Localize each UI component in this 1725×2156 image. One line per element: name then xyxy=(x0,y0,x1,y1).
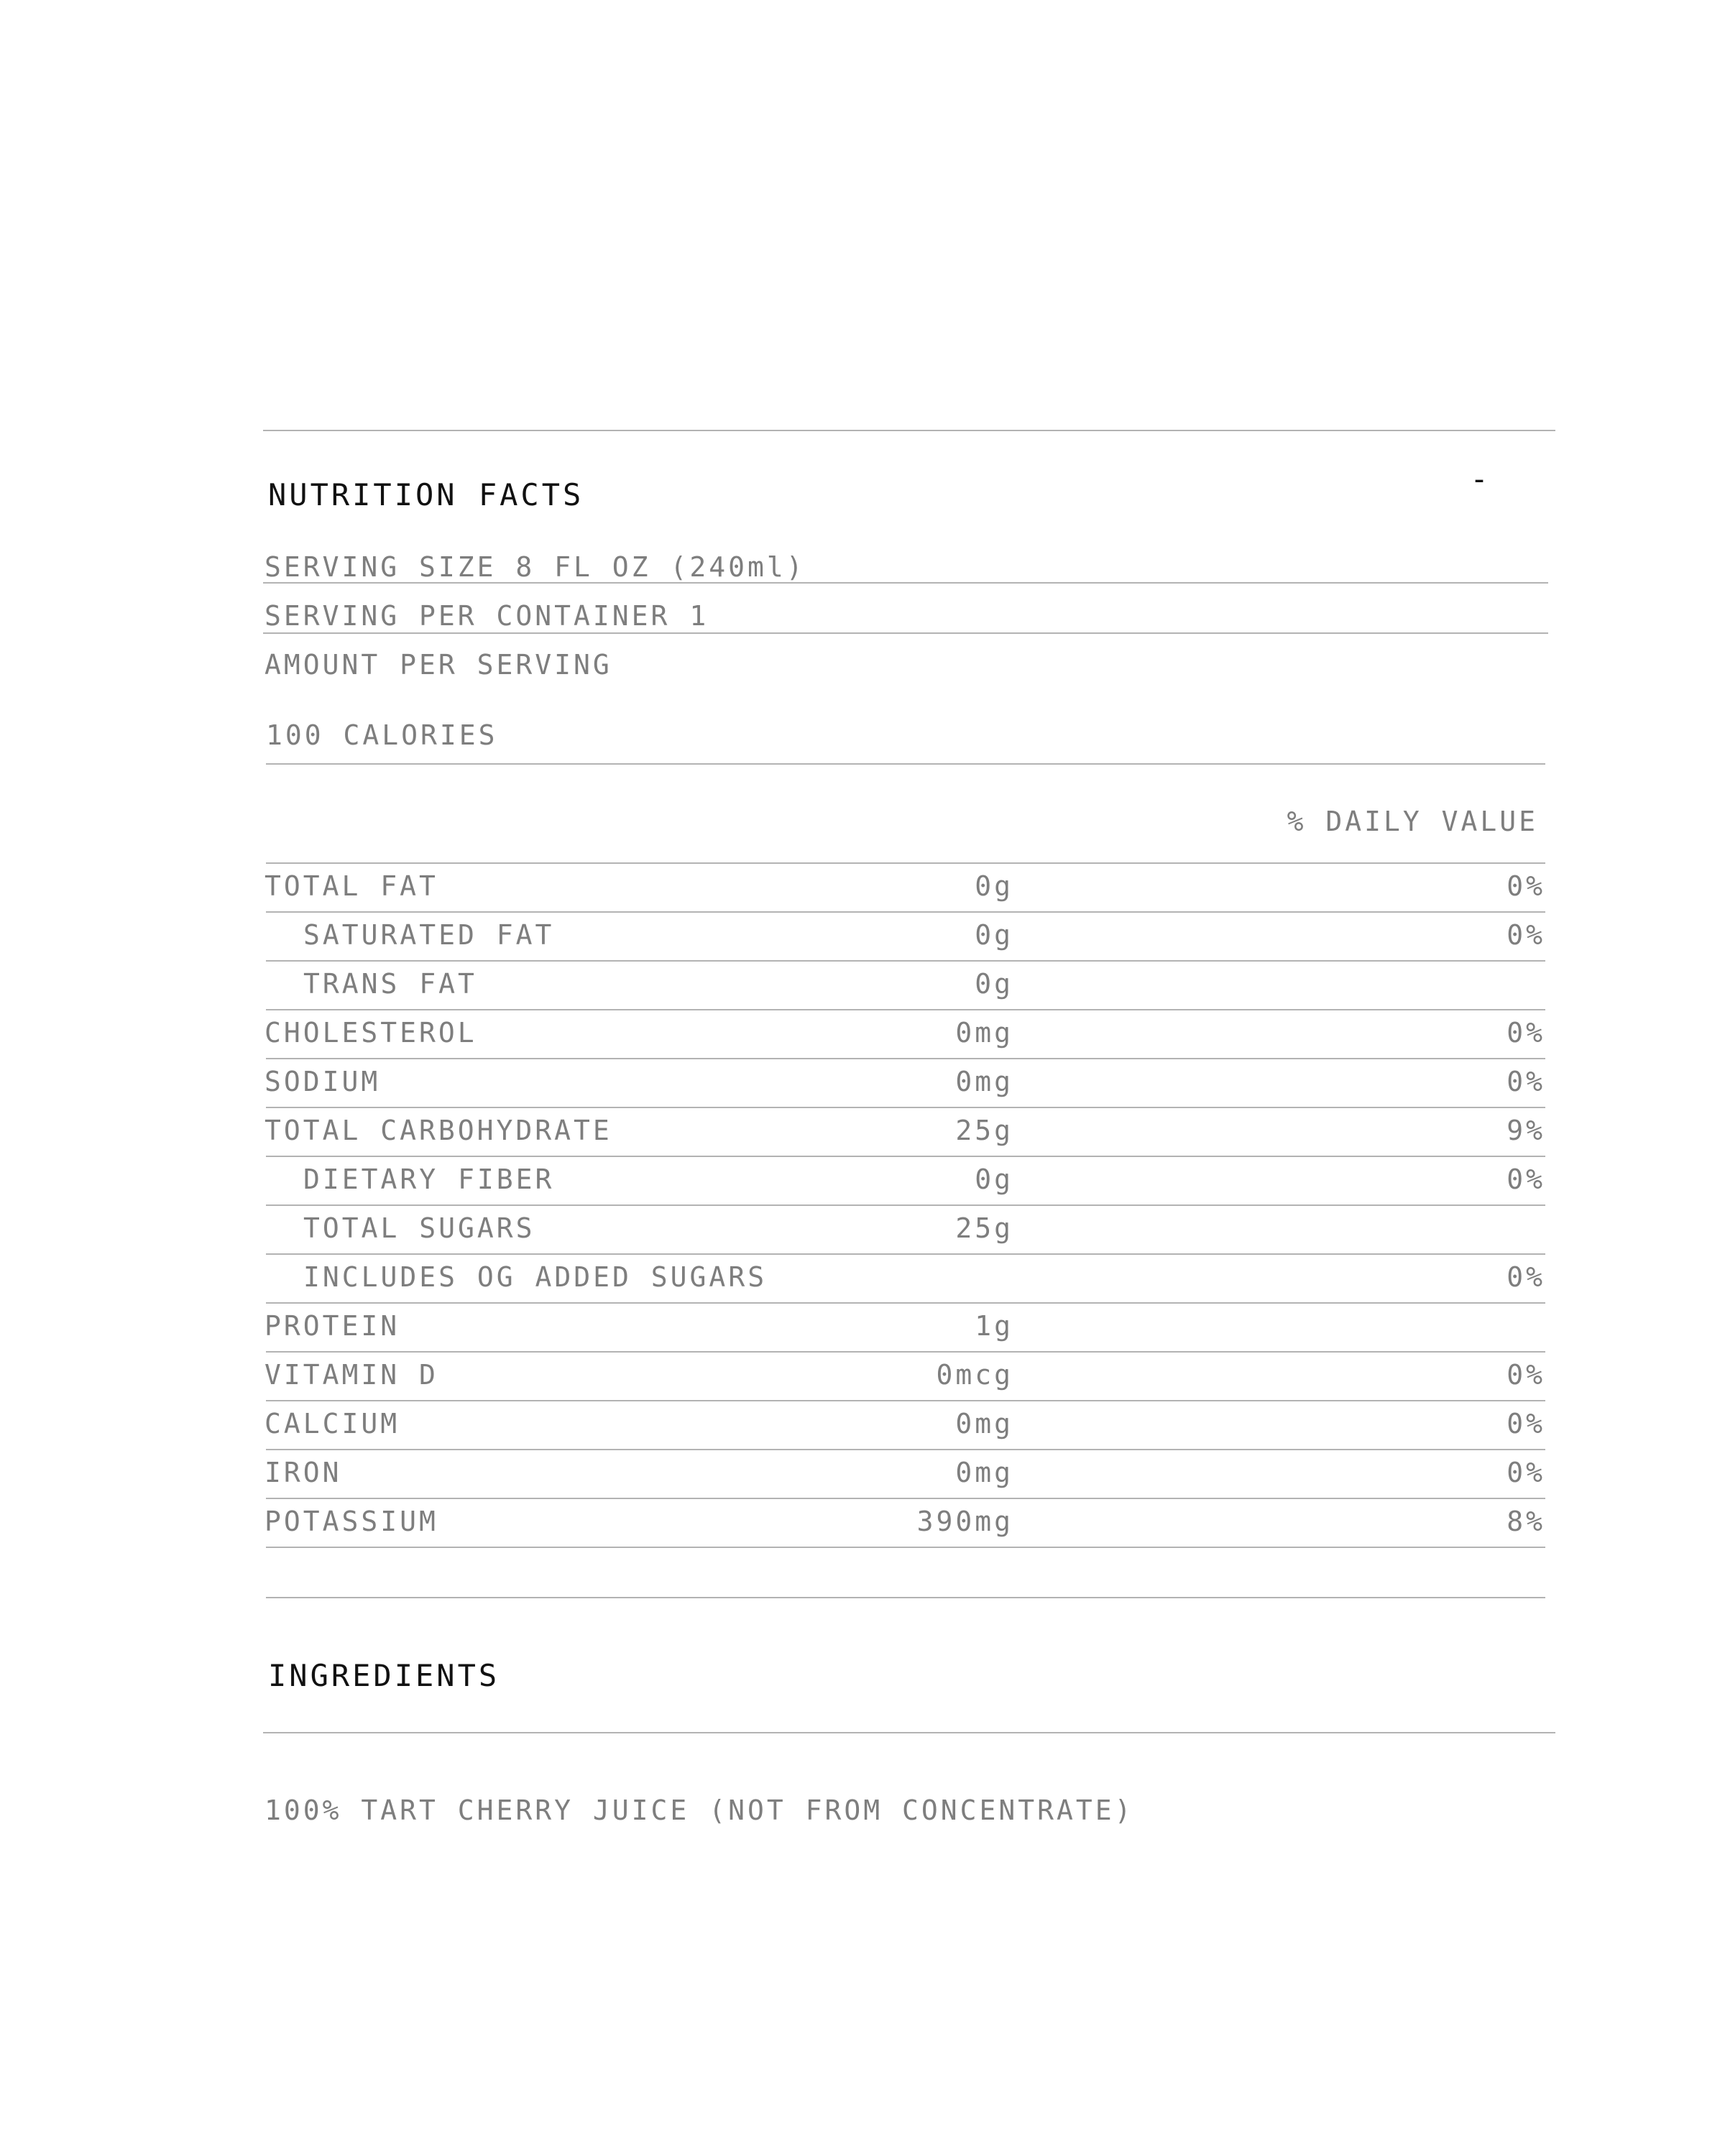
nutrient-daily-value: 0% xyxy=(1506,1457,1545,1488)
nutrient-label: CHOLESTEROL xyxy=(264,1017,477,1049)
nutrient-daily-value: 0% xyxy=(1506,1408,1545,1439)
nutrient-row-divider xyxy=(266,960,1545,962)
nutrient-label: SATURATED FAT xyxy=(303,919,555,951)
ingredients-divider xyxy=(263,1732,1555,1733)
amount-per-serving: AMOUNT PER SERVING xyxy=(264,649,612,681)
ingredients-text: 100% TART CHERRY JUICE (NOT FROM CONCENTRATE) xyxy=(264,1795,1134,1826)
nutrient-label: INCLUDES OG ADDED SUGARS xyxy=(303,1261,768,1293)
nutrient-daily-value: 0% xyxy=(1506,1261,1545,1293)
nutrient-label: VITAMIN D xyxy=(264,1359,438,1391)
nutrient-daily-value: 0% xyxy=(1506,919,1545,951)
nutrient-row-divider xyxy=(266,911,1545,913)
calories: 100 CALORIES xyxy=(266,719,498,751)
daily-value-divider xyxy=(266,862,1545,864)
nutrient-row-divider xyxy=(266,1302,1545,1304)
nutrient-label: POTASSIUM xyxy=(264,1506,438,1537)
nutrient-amount: 0g xyxy=(975,968,1013,1000)
nutrient-amount: 25g xyxy=(955,1115,1013,1146)
nutrient-daily-value: 8% xyxy=(1506,1506,1545,1537)
nutrient-amount: 0mcg xyxy=(936,1359,1013,1391)
nutrient-row-divider xyxy=(266,1107,1545,1108)
nutrient-label: TOTAL SUGARS xyxy=(303,1212,535,1244)
nutrient-amount: 0mg xyxy=(955,1457,1013,1488)
nutrient-row-divider xyxy=(266,1400,1545,1401)
nutrient-daily-value: 0% xyxy=(1506,1066,1545,1097)
nutrient-daily-value: 0% xyxy=(1506,1359,1545,1391)
nutrient-amount: 0g xyxy=(975,1164,1013,1195)
top-divider xyxy=(263,430,1555,431)
ingredients-title[interactable]: INGREDIENTS xyxy=(268,1658,500,1693)
serving-size-divider xyxy=(263,582,1548,584)
nutrient-label: TOTAL CARBOHYDRATE xyxy=(264,1115,612,1146)
nutrient-amount: 0mg xyxy=(955,1408,1013,1439)
nutrient-daily-value: 9% xyxy=(1506,1115,1545,1146)
nutrient-amount: 390mg xyxy=(916,1506,1013,1537)
nutrient-row-divider xyxy=(266,1351,1545,1353)
nutrient-daily-value: 0% xyxy=(1506,1017,1545,1049)
nutrient-row-divider xyxy=(266,1498,1545,1499)
servings-per-container: SERVING PER CONTAINER 1 xyxy=(264,600,709,632)
nutrient-daily-value: 0% xyxy=(1506,1164,1545,1195)
nutrient-label: TOTAL FAT xyxy=(264,870,438,902)
nutrient-row-divider xyxy=(266,1009,1545,1010)
nutrient-row-divider xyxy=(266,1156,1545,1157)
serving-size: SERVING SIZE 8 FL OZ (240ml) xyxy=(264,551,806,583)
nutrient-row-divider xyxy=(266,1547,1545,1548)
nutrient-amount: 25g xyxy=(955,1212,1013,1244)
collapse-toggle-icon[interactable]: - xyxy=(1470,461,1491,497)
nutrition-facts-title[interactable]: NUTRITION FACTS xyxy=(268,477,584,512)
nutrient-label: TRANS FAT xyxy=(303,968,477,1000)
servings-divider xyxy=(263,632,1548,634)
ingredients-top-divider xyxy=(266,1597,1545,1598)
nutrient-label: DIETARY FIBER xyxy=(303,1164,555,1195)
nutrient-row-divider xyxy=(266,1449,1545,1450)
nutrient-daily-value: 0% xyxy=(1506,870,1545,902)
nutrient-amount: 0mg xyxy=(955,1066,1013,1097)
nutrient-label: SODIUM xyxy=(264,1066,381,1097)
daily-value-header: % DAILY VALUE xyxy=(1287,806,1538,837)
calories-divider xyxy=(266,763,1545,765)
nutrient-row-divider xyxy=(266,1204,1545,1206)
nutrient-label: PROTEIN xyxy=(264,1310,400,1342)
nutrient-row-divider xyxy=(266,1253,1545,1255)
nutrient-amount: 0g xyxy=(975,870,1013,902)
nutrient-label: CALCIUM xyxy=(264,1408,400,1439)
nutrient-amount: 0mg xyxy=(955,1017,1013,1049)
nutrient-label: IRON xyxy=(264,1457,342,1488)
nutrient-row-divider xyxy=(266,1058,1545,1059)
nutrient-amount: 0g xyxy=(975,919,1013,951)
nutrient-amount: 1g xyxy=(975,1310,1013,1342)
